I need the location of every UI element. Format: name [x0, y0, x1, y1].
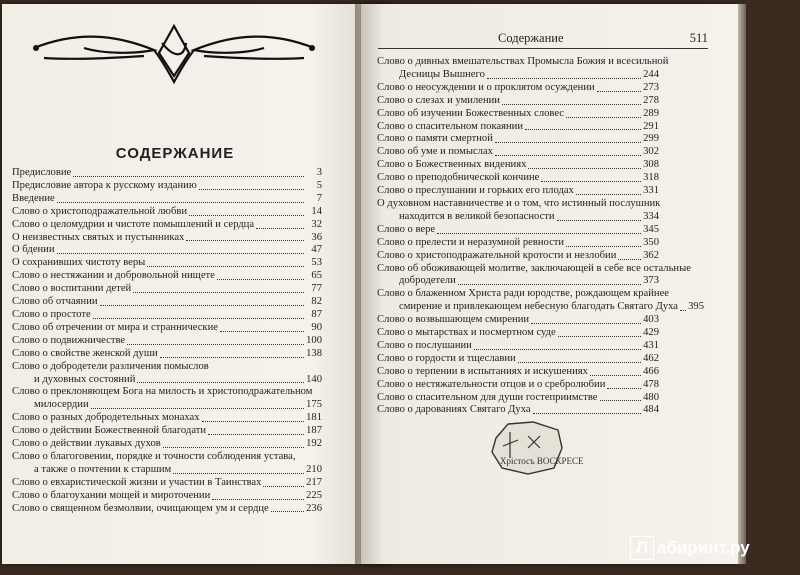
dot-leader: [93, 318, 304, 319]
toc-page-number: 345: [643, 223, 659, 235]
toc-entry-title: Предисловие: [12, 167, 72, 178]
toc-entry: [377, 159, 659, 172]
toc-title: СОДЕРЖАНИЕ: [115, 145, 235, 162]
toc-page-number: 302: [643, 146, 659, 158]
toc-entry: [12, 451, 322, 477]
toc-entry-title: Слово о христоподражательной кротости и незлобии: [377, 249, 617, 261]
toc-page-number: 431: [643, 339, 659, 351]
toc-entry-title: Слово об изучении Божественных словес: [377, 107, 565, 119]
toc-page-number: 373: [643, 275, 659, 287]
toc-entry-title: Слово о преподобнической кончине: [377, 172, 540, 184]
publisher-stamp: [488, 418, 584, 478]
toc-entry: [377, 224, 659, 237]
toc-entry: [12, 296, 322, 309]
toc-entry-title: О духовном наставничестве и о том, что истинный послушник: [377, 197, 661, 209]
toc-page-number: 32: [311, 218, 322, 230]
toc-entry-title: Слово о неосуждении и о проклятом осуждении: [377, 81, 595, 93]
toc-entry-title: Слово о целомудрии и чистоте помышлений и сердца: [12, 218, 255, 230]
toc-entry-title: Предисловие автора к русскому изданию: [12, 179, 197, 191]
dot-leader: [576, 194, 641, 195]
toc-page-number: 273: [643, 81, 659, 93]
toc-page-number: 331: [643, 185, 659, 197]
toc-page-number: 53: [311, 257, 322, 269]
toc-entry-title: О бдении: [12, 244, 55, 256]
toc-entry: [377, 82, 659, 95]
toc-entry-title: Слово о мытарствах и посмертном суде: [377, 327, 556, 339]
toc-entry-title-cont: Десницы Вышнего: [399, 68, 485, 80]
toc-page-number: 429: [643, 327, 659, 339]
dot-leader: [57, 253, 304, 254]
page-number: 511: [689, 31, 708, 45]
watermark-logo-icon: Л: [630, 536, 654, 560]
toc-page-number: 36: [311, 231, 322, 243]
toc-entry: [377, 314, 659, 327]
dot-leader: [495, 155, 641, 156]
toc-entry: [12, 322, 322, 335]
toc-page-number: 480: [643, 391, 659, 403]
toc-page-number: 65: [311, 270, 322, 282]
dot-leader: [458, 284, 641, 285]
toc-entry: [12, 386, 322, 412]
dot-leader: [147, 266, 304, 267]
dot-leader: [566, 117, 641, 118]
toc-entry: [12, 180, 322, 193]
toc-page-number: 403: [643, 314, 659, 326]
toc-page-number: 87: [311, 308, 322, 320]
dot-leader: [518, 362, 641, 363]
toc-entry-title-cont: добродетели: [399, 275, 456, 287]
dot-leader: [531, 323, 641, 324]
toc-page-number: 192: [306, 438, 322, 450]
dot-leader: [474, 349, 641, 350]
toc-entry-title: Слово о преслушании и горьких его плодах: [377, 185, 574, 197]
toc-entry-title: Слово о евхаристической жизни и участии в Таинствах: [12, 476, 262, 488]
toc-page-number: 5: [316, 179, 322, 191]
toc-entry: [377, 133, 659, 146]
toc-entry-title: О неизвестных святых и пустынниках: [12, 231, 185, 243]
toc-entry-title: Слово о слезах и умилении: [377, 94, 500, 106]
toc-entry-title-cont: находится в великой безопасности: [399, 210, 555, 222]
toc-entry: [377, 288, 704, 314]
watermark-text: абиринт.ру: [657, 538, 750, 557]
toc-entry: [377, 108, 659, 121]
toc-page-number: 484: [643, 404, 659, 416]
toc-entry: [12, 257, 322, 270]
dot-leader: [487, 78, 641, 79]
dot-leader: [100, 305, 304, 306]
toc-entry-title: О сохранивших чистоту веры: [12, 257, 146, 269]
toc-entry-title: Слово о добродетели различения помыслов: [12, 360, 209, 372]
dot-leader: [558, 336, 641, 337]
toc-entry-title: Введение: [12, 192, 55, 204]
dot-leader: [597, 91, 641, 92]
dot-leader: [217, 279, 304, 280]
toc-page-number: 82: [311, 296, 322, 308]
page-edges: [738, 4, 746, 564]
toc-entry-title: Слово о дивных вмешательствах Промысла Божия и всесильной: [377, 56, 669, 67]
dot-leader: [263, 486, 304, 487]
toc-page-number: 7: [316, 192, 322, 204]
toc-page-number: 225: [306, 489, 322, 501]
toc-entry: [12, 335, 322, 348]
toc-entry-title: Слово о действии Божественной благодати: [12, 425, 207, 437]
dot-leader: [163, 447, 304, 448]
toc-entry: [377, 250, 659, 263]
dot-leader: [590, 375, 641, 376]
toc-entry-title: Слово о благоговении, порядке и точности соблюдения устава,: [12, 450, 296, 462]
dot-leader: [528, 168, 641, 169]
toc-page-number: 187: [306, 425, 322, 437]
toc-entry-title: Слово о нестяжании и добровольной нищете: [12, 270, 215, 282]
toc-entry-title: Слово о действии лукавых духов: [12, 438, 161, 450]
dot-leader: [437, 233, 641, 234]
toc-entry-title: Слово о благоухании мощей и мироточении: [12, 489, 211, 501]
toc-entry-title: Слово о спасительном покаянии: [377, 120, 524, 132]
toc-page-number: 318: [643, 172, 659, 184]
toc-page-number: 308: [643, 159, 659, 171]
toc-entry: [377, 340, 659, 353]
toc-entry: [12, 283, 322, 296]
toc-entry: [377, 172, 659, 185]
toc-page-number: 236: [306, 502, 322, 514]
toc-entry: [377, 95, 659, 108]
toc-entry: [12, 412, 322, 425]
toc-page-number: 466: [643, 365, 659, 377]
dot-leader: [495, 142, 641, 143]
toc-entry-title: Слово о священном безмолвии, очищающем ум и сердце: [12, 502, 269, 514]
toc-entry: [12, 193, 322, 206]
toc-page-number: 478: [643, 378, 659, 390]
toc-entry: [377, 379, 659, 392]
toc-entry-title: Слово об отречении от мира и страннические: [12, 321, 218, 333]
toc-entry-title-cont: и духовных состояний: [34, 373, 136, 385]
toc-entry: [377, 185, 659, 198]
toc-entry: [377, 404, 659, 417]
dot-leader: [533, 413, 641, 414]
toc-entry: [377, 327, 659, 340]
dot-leader: [212, 499, 304, 500]
toc-entry: [12, 309, 322, 322]
toc-entry-title: Слово о гордости и тщеславии: [377, 352, 516, 364]
toc-entry: [12, 438, 322, 451]
dot-leader: [607, 388, 641, 389]
dot-leader: [680, 310, 686, 311]
left-toc-list: [12, 167, 322, 515]
dot-leader: [127, 344, 304, 345]
toc-entry: [377, 146, 659, 159]
toc-entry-title: Слово об обоживающей молитве, заключающей в себе все остальные: [377, 262, 691, 274]
toc-entry: [377, 56, 669, 82]
toc-page-number: 90: [311, 321, 322, 333]
toc-page-number: 140: [306, 373, 322, 385]
running-header: [378, 28, 708, 49]
dot-leader: [541, 181, 641, 182]
toc-page-number: 77: [311, 283, 322, 295]
toc-entry-title: Слово о памяти смертной: [377, 133, 493, 145]
toc-entry: [12, 490, 322, 503]
dot-leader: [600, 400, 642, 401]
toc-page-number: 334: [643, 210, 659, 222]
dot-leader: [189, 215, 304, 216]
toc-page-number: 395: [688, 301, 704, 313]
toc-entry: [12, 206, 322, 219]
toc-page-number: 350: [643, 236, 659, 248]
toc-entry: [12, 348, 322, 361]
toc-entry-title: Слово об уме и помыслах: [377, 146, 493, 158]
toc-entry: [377, 237, 659, 250]
toc-entry-title-cont: смирение и привлекающем небесную благодать Святаго Духа: [399, 301, 678, 313]
toc-entry: [377, 392, 659, 405]
dot-leader: [199, 189, 304, 190]
toc-entry-title: Слово о преклоняющем Бога на милость и христоподражательном: [12, 386, 313, 398]
toc-entry-title: Слово о дарованиях Святаго Духа: [377, 404, 531, 416]
toc-entry-title: Слово о спасительном для души гостеприимстве: [377, 391, 598, 403]
toc-entry-title: Слово о прелести и неразумной ревности: [377, 236, 565, 248]
toc-entry: [12, 232, 322, 245]
toc-entry-title: Слово об отчаянии: [12, 296, 98, 308]
toc-entry-title: Слово о блаженном Христа ради юродстве, рождающем крайнее: [377, 288, 670, 300]
dot-leader: [271, 511, 304, 512]
toc-entry: [377, 353, 659, 366]
dot-leader: [618, 259, 641, 260]
toc-entry-title: Слово о нестяжательности отцов и о сребролюбии: [377, 378, 606, 390]
header-title: Содержание: [498, 31, 564, 45]
toc-entry: [377, 366, 659, 379]
toc-entry-title: Слово о послушании: [377, 339, 472, 351]
toc-entry: [12, 244, 322, 257]
toc-entry: [12, 425, 322, 438]
decorative-ornament: [24, 18, 324, 88]
toc-entry: [12, 477, 322, 490]
dot-leader: [208, 434, 304, 435]
toc-entry: [377, 121, 659, 134]
toc-entry: [12, 219, 322, 232]
toc-page-number: 14: [311, 205, 322, 217]
toc-entry-title: Слово о свойстве женской души: [12, 347, 158, 359]
toc-entry-title: Слово о воспитании детей: [12, 283, 132, 295]
toc-page-number: 244: [643, 68, 659, 80]
toc-page-number: 362: [643, 249, 659, 261]
toc-entry-title: Слово о возвышающем смирении: [377, 314, 530, 326]
dot-leader: [160, 357, 304, 358]
toc-entry: [377, 262, 691, 289]
dot-leader: [557, 220, 641, 221]
toc-entry-title: Слово о простоте: [12, 308, 91, 320]
toc-page-number: 217: [306, 476, 322, 488]
dot-leader: [220, 331, 304, 332]
dot-leader: [566, 246, 641, 247]
toc-entry: [377, 198, 659, 224]
toc-page-number: 138: [306, 347, 322, 359]
toc-entry-title: Слово о терпении в испытаниях и искушениях: [377, 365, 588, 377]
toc-page-number: 299: [643, 133, 659, 145]
toc-page-number: 278: [643, 94, 659, 106]
toc-entry: [12, 270, 322, 283]
toc-page-number: 291: [643, 120, 659, 132]
toc-entry-title: Слово о подвижничестве: [12, 334, 126, 346]
dot-leader: [525, 129, 641, 130]
dot-leader: [57, 202, 304, 203]
toc-entry-title: Слово о Божественных видениях: [377, 159, 527, 171]
toc-page-number: 47: [311, 244, 322, 256]
watermark: [630, 536, 790, 564]
dot-leader: [502, 104, 641, 105]
dot-leader: [73, 176, 304, 177]
dot-leader: [202, 421, 304, 422]
toc-entry-title: Слово о вере: [377, 223, 436, 235]
dot-leader: [256, 228, 304, 229]
toc-entry-title-cont: а также о почтении к старшим: [34, 463, 172, 475]
toc-entry: [12, 167, 322, 180]
toc-page-number: 175: [306, 399, 322, 411]
dot-leader: [173, 473, 304, 474]
dot-leader: [91, 408, 304, 409]
toc-entry-title-cont: милосердии: [34, 399, 89, 411]
toc-page-number: 181: [306, 412, 322, 424]
dot-leader: [133, 292, 304, 293]
toc-entry-title: Слово о разных добродетельных монахах: [12, 412, 200, 424]
toc-page-number: 100: [306, 334, 322, 346]
toc-page-number: 210: [306, 463, 322, 475]
toc-entry: [12, 503, 322, 516]
toc-page-number: 3: [316, 167, 322, 178]
toc-entry-title: Слово о христоподражательной любви: [12, 205, 188, 217]
dot-leader: [186, 240, 304, 241]
toc-page-number: 462: [643, 352, 659, 364]
dot-leader: [137, 382, 304, 383]
toc-page-number: 289: [643, 107, 659, 119]
right-toc-list: [377, 56, 704, 417]
toc-entry: [12, 361, 322, 387]
stamp-text: Хрiстосъ ВОСКРЕСЕ: [500, 456, 584, 466]
